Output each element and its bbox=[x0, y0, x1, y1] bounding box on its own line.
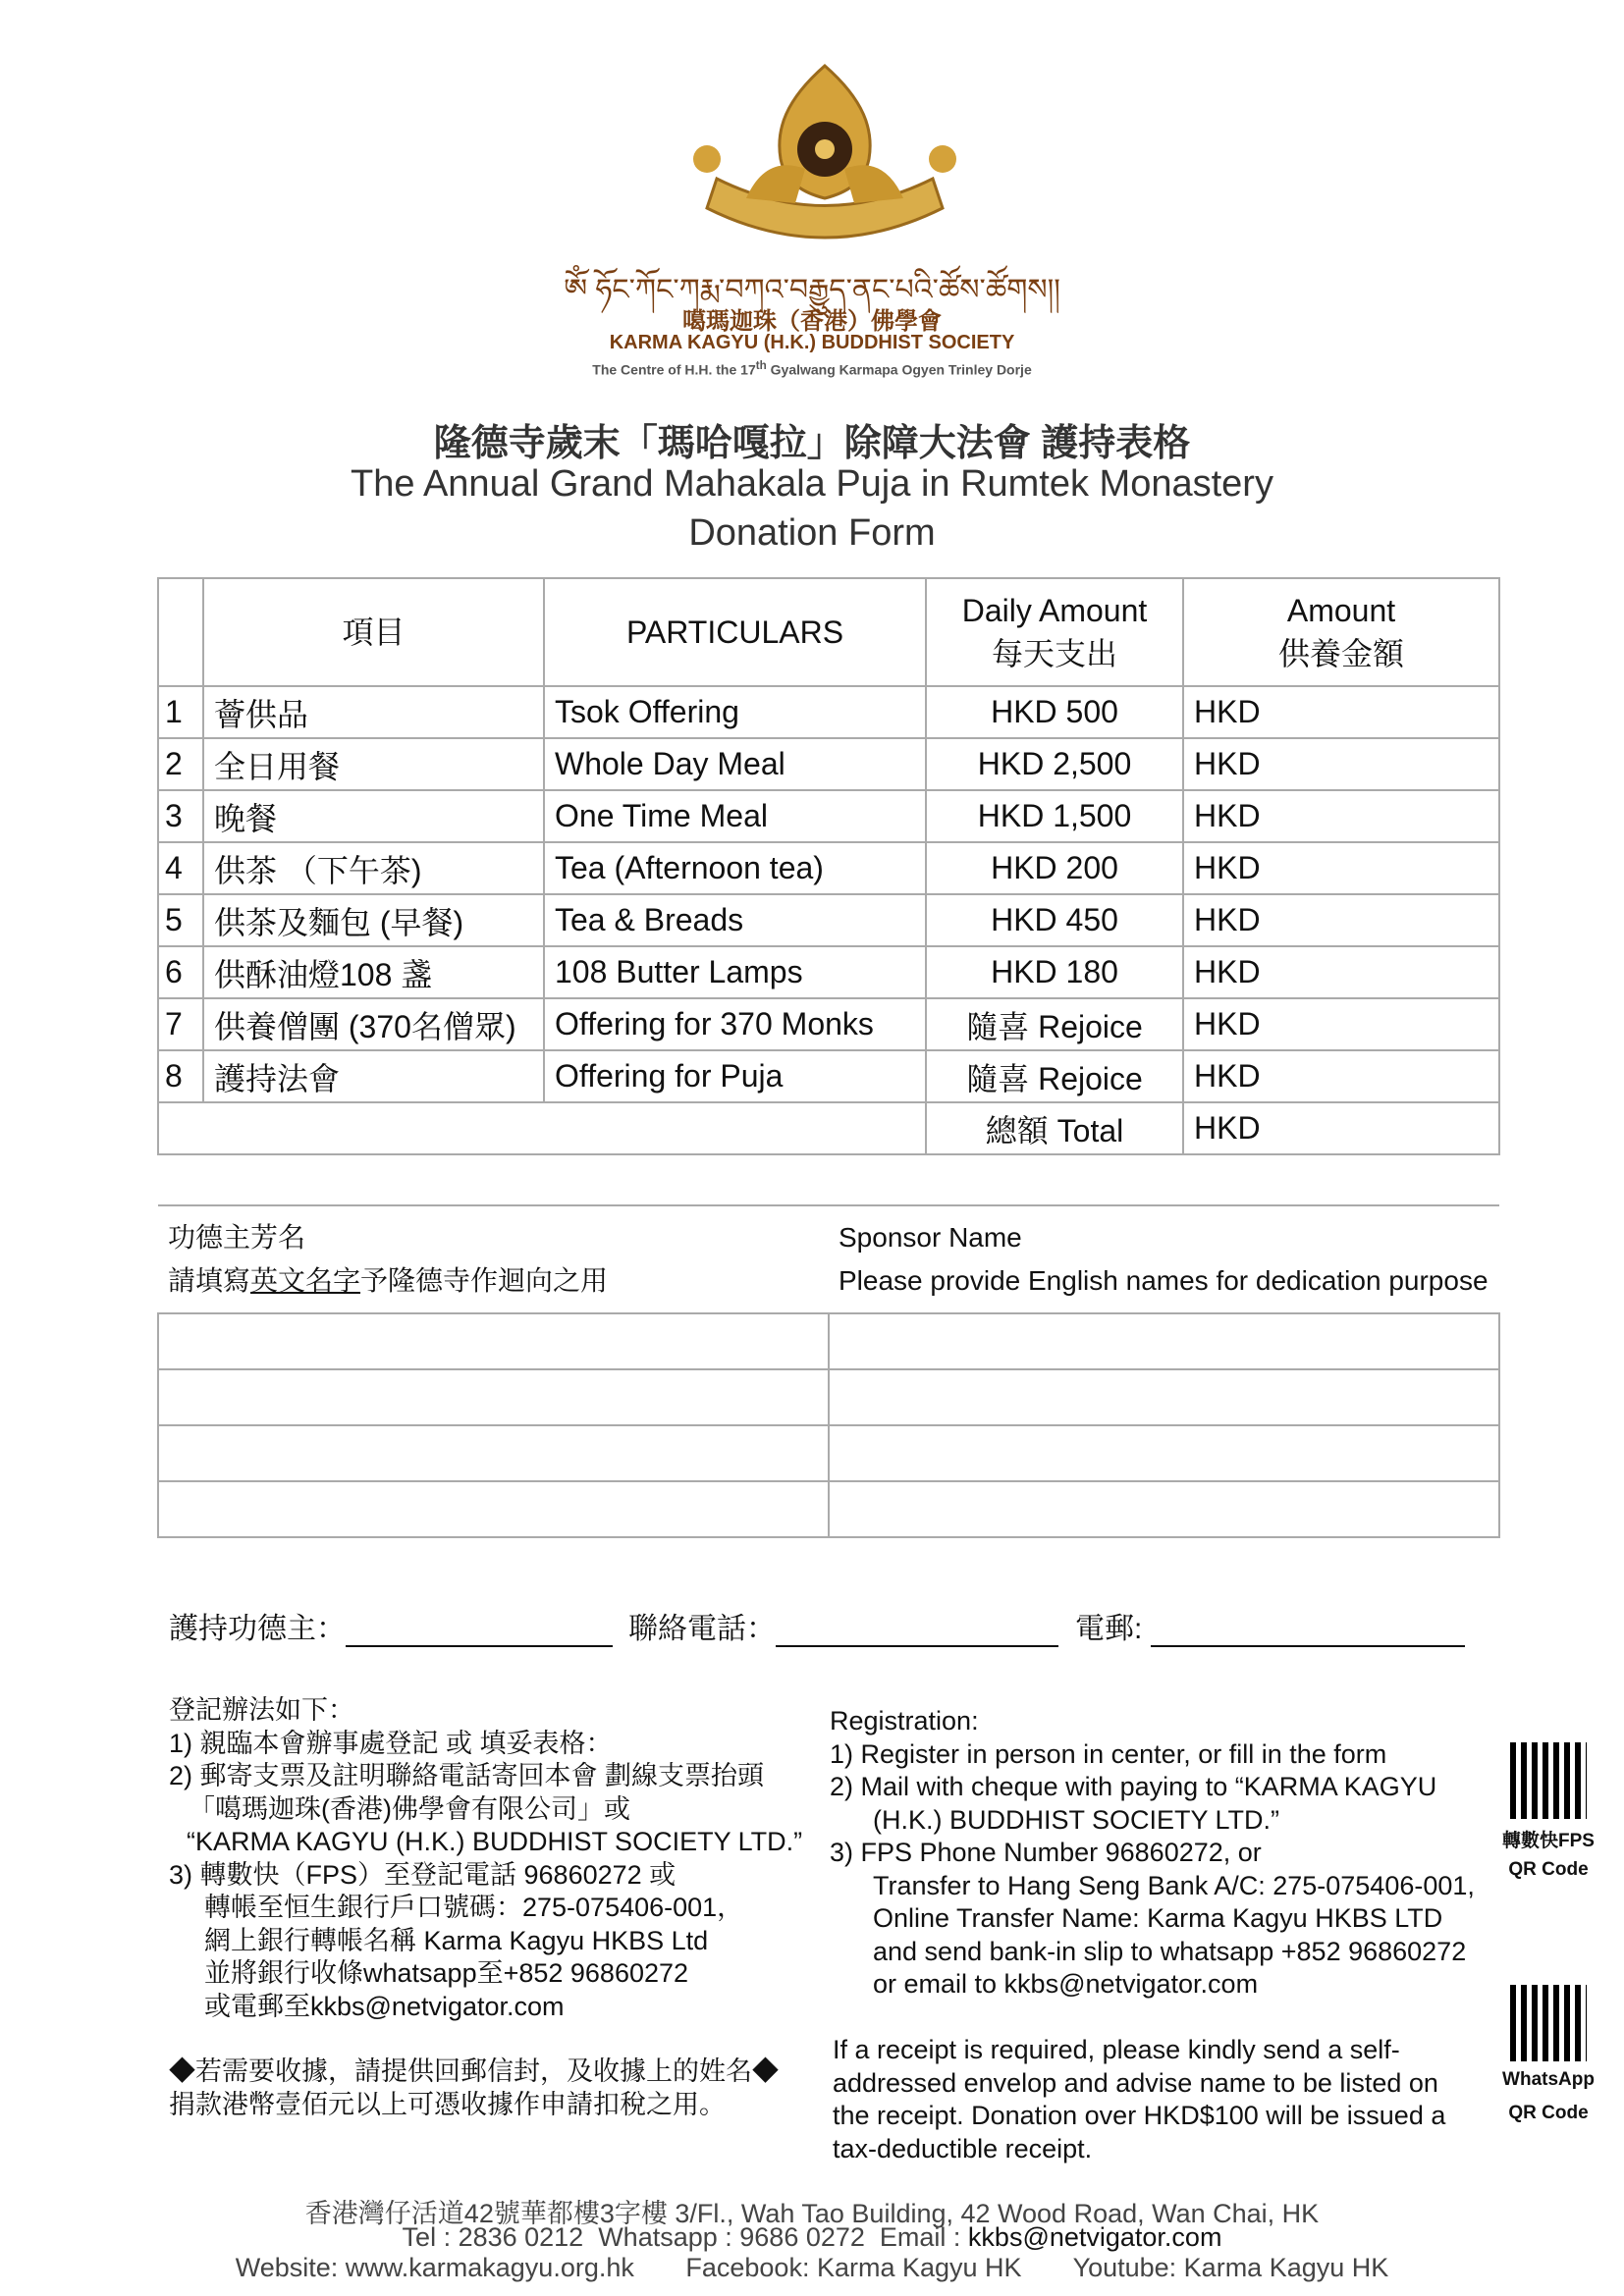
row-number: 1 bbox=[158, 686, 203, 738]
row-amount-field[interactable]: HKD bbox=[1183, 1050, 1499, 1102]
total-amount-field[interactable]: HKD bbox=[1183, 1102, 1499, 1154]
row-amount-field[interactable]: HKD bbox=[1183, 842, 1499, 894]
table-row bbox=[158, 998, 1499, 1050]
title-chinese: 隆德寺歲末「瑪哈嘎拉」除障大法會 護持表格 bbox=[433, 423, 1191, 464]
reg-en-line: Transfer to Hang Seng Bank A/C: 275-075406-001, bbox=[873, 1870, 1475, 1900]
row-amount-field[interactable]: HKD bbox=[1183, 790, 1499, 842]
row-item-zh: 全日用餐 bbox=[203, 738, 544, 790]
sponsor-name-field[interactable] bbox=[829, 1425, 1499, 1481]
logo-tagline: The Centre of H.H. the 17th Gyalwang Karmapa Ogyen Trinley Dorje bbox=[592, 359, 1032, 378]
reg-zh-line: 2) 郵寄支票及註明聯絡電話寄回本會 劃線支票抬頭 bbox=[169, 1761, 765, 1790]
donor-name-line[interactable] bbox=[346, 1616, 613, 1647]
table-row bbox=[158, 946, 1499, 998]
receipt-en-line: If a receipt is required, please kindly send a self- bbox=[833, 2035, 1400, 2064]
table-row bbox=[158, 894, 1499, 946]
email-line[interactable] bbox=[1151, 1616, 1465, 1647]
sponsor-name-field[interactable] bbox=[829, 1369, 1499, 1425]
row-item-zh: 護持法會 bbox=[203, 1050, 544, 1102]
row-number: 6 bbox=[158, 946, 203, 998]
header-daily-amount: Daily Amount 每天支出 bbox=[926, 578, 1183, 686]
receipt-en-line: addressed envelop and advise name to be listed on bbox=[833, 2067, 1438, 2098]
row-particulars: Tea (Afternoon tea) bbox=[544, 842, 926, 894]
logo-english-name: KARMA KAGYU (H.K.) BUDDHIST SOCIETY bbox=[609, 332, 1015, 353]
header-item-zh: 項目 bbox=[203, 578, 544, 686]
row-daily-amount: 隨喜 Rejoice bbox=[926, 1050, 1183, 1102]
reg-zh-line: 並將銀行收條whatsapp至+852 96860272 bbox=[204, 1958, 689, 1988]
table-row bbox=[158, 1050, 1499, 1102]
sponsor-name-field[interactable] bbox=[158, 1481, 829, 1537]
reg-en-line: or email to kkbs@netvigator.com bbox=[873, 1969, 1259, 1999]
row-particulars: Tsok Offering bbox=[544, 686, 926, 738]
sponsor-name-row bbox=[158, 1313, 1499, 1369]
header-particulars: PARTICULARS bbox=[544, 578, 926, 686]
row-item-zh: 供茶 （下午茶) bbox=[203, 842, 544, 894]
row-particulars: Offering for 370 Monks bbox=[544, 998, 926, 1050]
email-signature: 電郵: bbox=[1075, 1604, 1465, 1647]
table-total-row bbox=[158, 1102, 1499, 1154]
header-amount: Amount 供養金額 bbox=[1183, 578, 1499, 686]
reg-en-line: 2) Mail with cheque with paying to “KARMA KAGYU bbox=[830, 1772, 1437, 1801]
table-header-row bbox=[158, 578, 1499, 686]
sponsor-name-row bbox=[158, 1369, 1499, 1425]
row-particulars: 108 Butter Lamps bbox=[544, 946, 926, 998]
row-daily-amount: HKD 500 bbox=[926, 686, 1183, 738]
receipt-zh-line: 捐款港幣壹佰元以上可憑收據作申請扣稅之用。 bbox=[169, 2089, 726, 2119]
footer-address: 香港灣仔活道42號華都樓3字樓 3/Fl., Wah Tao Building, 42 Wood Road, Wan Chai, HK bbox=[304, 2199, 1320, 2228]
sponsor-names-table bbox=[157, 1204, 1500, 1538]
row-particulars: One Time Meal bbox=[544, 790, 926, 842]
fps-qr-code bbox=[1510, 1742, 1587, 1819]
receipt-note-zh bbox=[169, 2056, 779, 2121]
sponsor-name-field[interactable] bbox=[158, 1313, 829, 1369]
total-label: 總額 Total bbox=[926, 1102, 1183, 1154]
row-item-zh: 供茶及麵包 (早餐) bbox=[203, 894, 544, 946]
whatsapp-qr-label-2: QR Code bbox=[1508, 2103, 1589, 2123]
phone-signature: 聯絡電話： bbox=[628, 1604, 1058, 1647]
reg-zh-line: 3) 轉數快（FPS）至登記電話 96860272 或 bbox=[169, 1859, 677, 1890]
row-item-zh: 供酥油燈108 盞 bbox=[203, 946, 544, 998]
row-daily-amount: 隨喜 Rejoice bbox=[926, 998, 1183, 1050]
reg-zh-line: 1) 親臨本會辦事處登記 或 填妥表格： bbox=[169, 1728, 613, 1758]
reg-en-line: and send bank-in slip to whatsapp +852 96860272 bbox=[873, 1936, 1467, 1966]
row-daily-amount: HKD 2,500 bbox=[926, 738, 1183, 790]
sponsor-name-field[interactable] bbox=[829, 1481, 1499, 1537]
reg-zh-line: 「噶瑪迦珠(香港)佛學會有限公司」或 bbox=[189, 1793, 630, 1824]
title-english: The Annual Grand Mahakala Puja in Rumtek Monastery bbox=[351, 463, 1273, 505]
table-row bbox=[158, 842, 1499, 894]
phone-line[interactable] bbox=[776, 1616, 1058, 1647]
reg-en-line: 1) Register in person in center, or fill in the form bbox=[830, 1738, 1387, 1769]
sponsor-name-row bbox=[158, 1481, 1499, 1537]
row-particulars: Whole Day Meal bbox=[544, 738, 926, 790]
receipt-zh-line: ◆若需要收據，請提供回郵信封，及收據上的姓名◆ bbox=[169, 2056, 779, 2086]
row-number: 5 bbox=[158, 894, 203, 946]
fps-qr-label: 轉數快FPS bbox=[1502, 1831, 1595, 1851]
total-blank-cell bbox=[158, 1102, 926, 1154]
receipt-note-en bbox=[833, 2034, 1445, 2165]
row-particulars: Offering for Puja bbox=[544, 1050, 926, 1102]
sponsor-name-field[interactable] bbox=[158, 1425, 829, 1481]
row-item-zh: 供養僧團 (370名僧眾) bbox=[203, 998, 544, 1050]
row-particulars: Tea & Breads bbox=[544, 894, 926, 946]
reg-zh-line: “KARMA KAGYU (H.K.) BUDDHIST SOCIETY LTD.” bbox=[187, 1827, 803, 1856]
reg-en-line: Registration: bbox=[830, 1706, 979, 1735]
reg-zh-line: 網上銀行轉帳名稱 Karma Kagyu HKBS Ltd bbox=[204, 1925, 709, 1955]
sponsor-name-row bbox=[158, 1425, 1499, 1481]
row-daily-amount: HKD 450 bbox=[926, 894, 1183, 946]
whatsapp-qr-label: WhatsApp bbox=[1502, 2069, 1595, 2090]
registration-zh bbox=[169, 1694, 802, 2023]
donation-items-table bbox=[157, 577, 1500, 1155]
whatsapp-qr-code bbox=[1510, 1985, 1587, 2061]
row-daily-amount: HKD 200 bbox=[926, 842, 1183, 894]
karma-kagyu-emblem-logo bbox=[687, 61, 962, 257]
row-number: 7 bbox=[158, 998, 203, 1050]
row-number: 2 bbox=[158, 738, 203, 790]
row-item-zh: 薈供品 bbox=[203, 686, 544, 738]
row-amount-field[interactable]: HKD bbox=[1183, 686, 1499, 738]
header-number bbox=[158, 578, 203, 686]
table-row bbox=[158, 738, 1499, 790]
footer-email-link[interactable]: kkbs@netvigator.com bbox=[967, 2222, 1222, 2252]
sponsor-label-zh: 功德主芳名 請填寫英文名字予隆德寺作迴向之用 bbox=[158, 1205, 829, 1313]
row-amount-field[interactable]: HKD bbox=[1183, 894, 1499, 946]
donor-signature: 護持功德主： bbox=[169, 1604, 613, 1647]
sponsor-header-row bbox=[158, 1205, 1499, 1313]
sponsor-name-field[interactable] bbox=[158, 1369, 829, 1425]
row-number: 8 bbox=[158, 1050, 203, 1102]
row-amount-field[interactable]: HKD bbox=[1183, 738, 1499, 790]
reg-en-line: Online Transfer Name: Karma Kagyu HKBS LTD bbox=[873, 1903, 1443, 1933]
reg-en-line: 3) FPS Phone Number 96860272, or bbox=[830, 1838, 1262, 1867]
row-amount-field[interactable]: HKD bbox=[1183, 946, 1499, 998]
registration-en bbox=[830, 1705, 1475, 2002]
row-number: 4 bbox=[158, 842, 203, 894]
reg-zh-line: 登記辦法如下： bbox=[169, 1695, 354, 1725]
logo-chinese-name: 噶瑪迦珠（香港）佛學會 bbox=[682, 308, 942, 335]
receipt-en-line: the receipt. Donation over HKD$100 will be issued a bbox=[833, 2101, 1446, 2130]
sponsor-label-en: Sponsor Name Please provide English names for dedication purpose bbox=[829, 1205, 1499, 1313]
table-row bbox=[158, 790, 1499, 842]
table-row bbox=[158, 686, 1499, 738]
reg-en-line: (H.K.) BUDDHIST SOCIETY LTD.” bbox=[873, 1804, 1280, 1835]
fps-qr-label-2: QR Code bbox=[1508, 1859, 1589, 1880]
footer-links: Website: www.karmakagyu.org.hk Facebook: Karma Kagyu HK Youtube: Karma Kagyu HK bbox=[235, 2253, 1389, 2282]
row-amount-field[interactable]: HKD bbox=[1183, 998, 1499, 1050]
row-daily-amount: HKD 1,500 bbox=[926, 790, 1183, 842]
reg-zh-line: 或電郵至kkbs@netvigator.com bbox=[204, 1991, 565, 2021]
row-item-zh: 晚餐 bbox=[203, 790, 544, 842]
sponsor-name-field[interactable] bbox=[829, 1313, 1499, 1369]
receipt-en-line: tax-deductible receipt. bbox=[833, 2133, 1093, 2163]
row-number: 3 bbox=[158, 790, 203, 842]
logo-tibetan-text: ༀ ཧོང་ཀོང་ཀརྨ་བཀའ་བརྒྱུད་ནང་པའི་ཚོས་ཚོགས།། bbox=[564, 274, 1060, 306]
reg-zh-line: 轉帳至恒生銀行戶口號碼：275-075406-001， bbox=[204, 1893, 744, 1922]
row-daily-amount: HKD 180 bbox=[926, 946, 1183, 998]
footer-contact: Tel : 2836 0212 Whatsapp : 9686 0272 Email : kkbs@netvigator.com bbox=[402, 2222, 1222, 2252]
title-donation-form: Donation Form bbox=[688, 512, 936, 554]
